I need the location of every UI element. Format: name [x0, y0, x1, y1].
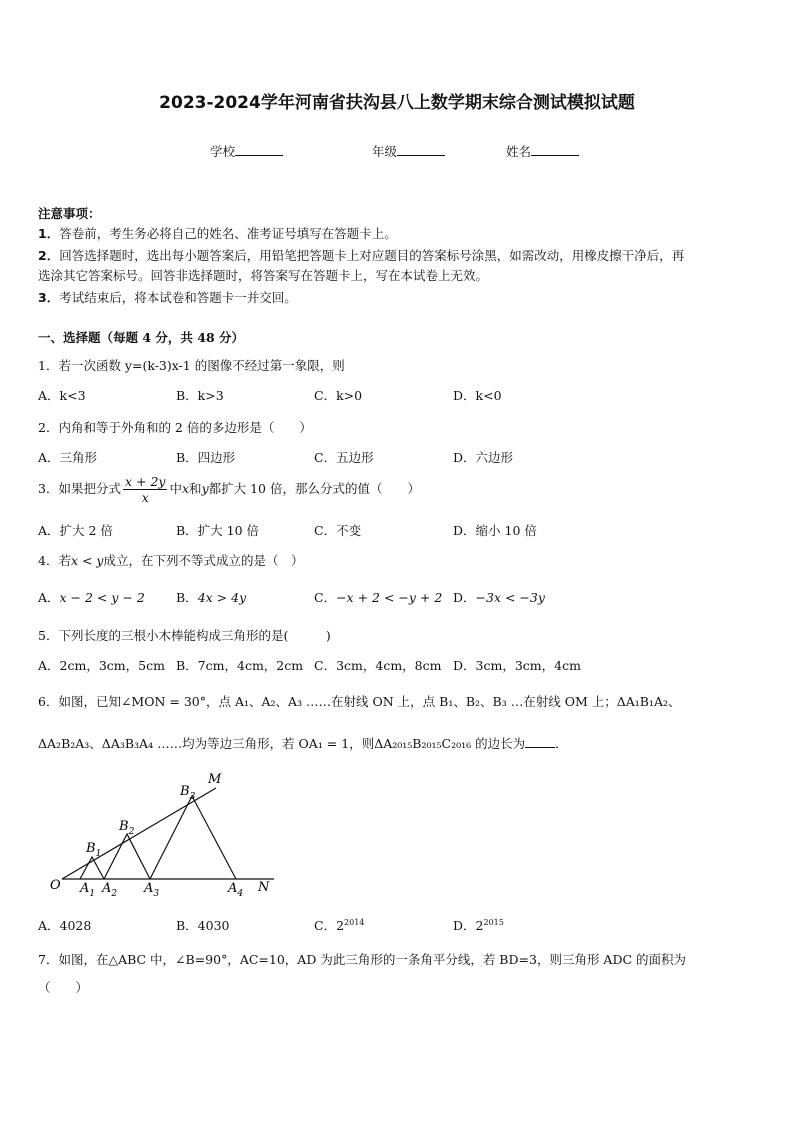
option-expression: −x + 2 < −y + 2 — [336, 590, 443, 605]
label-m: M — [208, 772, 222, 787]
label-b2: $B_2$ — [119, 819, 135, 837]
q6-stem-part: ． — [555, 736, 568, 751]
grade-field — [372, 142, 445, 160]
variable-y: y — [201, 481, 209, 496]
q1-option-b[interactable]: B．k>3 — [176, 388, 224, 403]
question-3-stem — [38, 474, 420, 505]
option-exponent: 2015 — [483, 917, 504, 927]
question-2-stem: 2．内角和等于外角和的 2 倍的多边形是（ ） — [38, 420, 312, 435]
label-b1: $B_1$ — [86, 841, 102, 859]
q6-option-c[interactable] — [314, 916, 364, 934]
label-a2: $A_2$ — [102, 881, 118, 899]
q1-option-a[interactable]: A．k<3 — [38, 388, 86, 403]
option-exponent: 2014 — [344, 917, 365, 927]
label-a3: $A_3$ — [144, 881, 160, 899]
question-7-line-1: 7．如图，在△ABC 中，∠B=90°，AC=10，AD 为此三角形的一条角平分线，若 BD=3，则三角形 ADC 的面积为 — [38, 952, 686, 967]
school-field — [210, 142, 283, 160]
q5-option-a[interactable]: A．2cm，3cm，5cm — [38, 658, 165, 673]
note-number: 3． — [38, 290, 60, 305]
note-item — [38, 224, 397, 242]
q4-option-a[interactable] — [38, 588, 145, 606]
fraction-numerator: x + 2y — [124, 474, 166, 489]
note-text: 考试结束后，将本试卷和答题卡一并交回。 — [59, 290, 297, 305]
label-a4: $A_4$ — [228, 881, 244, 899]
q6-option-d[interactable] — [453, 916, 504, 934]
note-text: 选涂其它答案标号。回答非选择题时，将答案写在答题卡上，写在本试卷上无效。 — [38, 268, 489, 283]
option-label: A． — [38, 590, 60, 605]
question-5-stem: 5．下列长度的三根小木棒能构成三角形的是( ) — [38, 628, 331, 643]
q3-option-d[interactable]: D．缩小 10 倍 — [453, 523, 537, 538]
q3-option-c[interactable]: C．不变 — [314, 523, 362, 538]
q5-option-c[interactable]: C．3cm，4cm，8cm — [314, 658, 442, 673]
option-expression: 4x > 4y — [197, 590, 247, 605]
name-label: 姓名 — [506, 144, 532, 159]
q4-stem-part: 4．若 — [38, 553, 71, 568]
option-expression: −3x < −3y — [475, 590, 545, 605]
label-a1: $A_1$ — [80, 881, 96, 899]
answer-blank[interactable] — [525, 737, 555, 748]
q5-option-d[interactable]: D．3cm，3cm，4cm — [453, 658, 581, 673]
q3-option-a[interactable]: A．扩大 2 倍 — [38, 523, 113, 538]
q1-option-c[interactable]: C．k>0 — [314, 388, 363, 403]
q4-condition: x < y — [70, 553, 104, 568]
note-item — [38, 288, 297, 306]
option-text: C．2 — [314, 918, 345, 933]
note-text: 答卷前，考生务必将自己的姓名、准考证号填写在答题卡上。 — [59, 226, 397, 241]
grade-label: 年级 — [372, 144, 398, 159]
q4-stem-part: 成立，在下列不等式成立的是（ ） — [103, 553, 304, 568]
q2-option-b[interactable]: B．四边形 — [176, 450, 236, 465]
q4-option-b[interactable] — [176, 588, 246, 606]
note-item — [38, 246, 684, 264]
fraction-denominator: x — [141, 490, 149, 505]
section-heading: 一、选择题（每题 4 分，共 48 分） — [38, 330, 245, 345]
q6-stem-part: ΔA₂B₂A₃、ΔA₃B₃A₄ ……均为等边三角形，若 OA₁ = 1，则ΔA₂₀₁₅B₂₀₁₅C₂₀₁₆ 的边长为 — [38, 736, 526, 751]
option-expression: x − 2 < y − 2 — [59, 590, 145, 605]
q2-option-a[interactable]: A．三角形 — [38, 450, 98, 465]
triangle-3 — [150, 796, 236, 879]
q3-stem-part: 都扩大 10 倍，那么分式的值（ ） — [208, 481, 420, 496]
option-label: B． — [176, 590, 198, 605]
q3-stem-part: 和 — [189, 481, 202, 496]
q3-fraction — [123, 474, 168, 505]
page-title: 2023-2024学年河南省扶沟县八上数学期末综合测试模拟试题 — [159, 93, 635, 113]
variable-x: x — [181, 481, 190, 496]
note-number: 2． — [38, 248, 60, 263]
q2-option-d[interactable]: D．六边形 — [453, 450, 514, 465]
q4-option-c[interactable] — [314, 588, 442, 606]
label-o: O — [50, 878, 61, 893]
option-label: C． — [314, 590, 337, 605]
note-item — [38, 266, 488, 284]
q2-option-c[interactable]: C．五边形 — [314, 450, 374, 465]
name-field — [506, 142, 579, 160]
note-text: 回答选择题时，选出每小题答案后，用铅笔把答题卡上对应题目的答案标号涂黑，如需改动，用橡皮擦干净后，再 — [59, 248, 685, 263]
label-n: N — [258, 880, 270, 895]
question-6-line-1: 6．如图，已知∠MON = 30°，点 A₁、A₂、A₃ ……在射线 ON 上，点 B₁、B₂、B₃ …在射线 OM 上；ΔA₁B₁A₂、 — [38, 694, 681, 709]
question-6-line-2 — [38, 734, 568, 752]
q4-option-d[interactable] — [453, 588, 545, 606]
option-label: D． — [453, 590, 476, 605]
q6-figure — [46, 766, 286, 901]
q3-stem-part: 3．如果把分式 — [38, 481, 121, 496]
q1-option-d[interactable]: D．k<0 — [453, 388, 502, 403]
school-label: 学校 — [210, 144, 236, 159]
option-text: D．2 — [453, 918, 484, 933]
question-1-stem: 1．若一次函数 y=(k-3)x-1 的图像不经过第一象限，则 — [38, 358, 345, 373]
q3-option-b[interactable]: B．扩大 10 倍 — [176, 523, 260, 538]
q3-stem-part: 中 — [169, 481, 182, 496]
q6-option-a[interactable]: A．4028 — [38, 918, 92, 933]
question-4-stem — [38, 551, 304, 569]
note-number: 1． — [38, 226, 60, 241]
question-7-line-2: （ ） — [38, 980, 89, 995]
notes-heading: 注意事项： — [38, 206, 101, 221]
label-b3: $B_3$ — [180, 784, 196, 802]
q6-option-b[interactable]: B．4030 — [176, 918, 230, 933]
triangle-1 — [80, 857, 104, 879]
q5-option-b[interactable]: B．7cm，4cm，2cm — [176, 658, 304, 673]
